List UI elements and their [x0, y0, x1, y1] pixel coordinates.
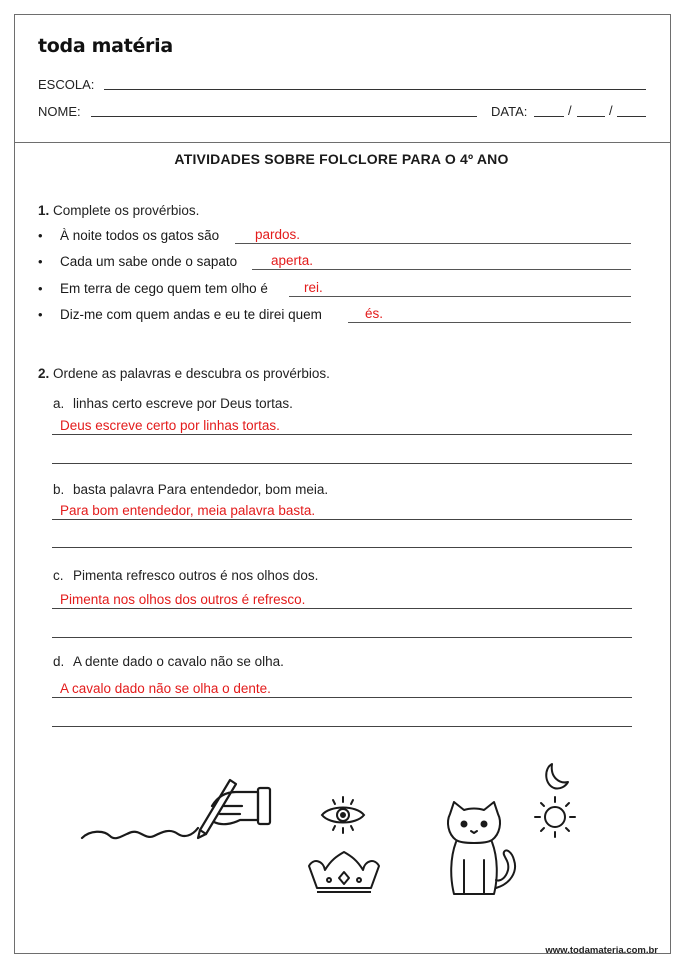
page-title: ATIVIDADES SOBRE FOLCLORE PARA O 4º ANO	[174, 151, 509, 167]
answer-text: és.	[365, 306, 384, 321]
answer-line[interactable]	[348, 322, 631, 323]
question-number: 1.	[38, 203, 50, 218]
school-input-line[interactable]	[104, 89, 646, 90]
proverb-prompt: Diz-me com quem andas e eu te direi quem	[60, 307, 322, 322]
proverb-prompt: Em terra de cego quem tem olho é	[60, 281, 268, 296]
crown-icon	[305, 848, 383, 898]
moon-icon	[538, 762, 570, 792]
brand-logo: toda matéria	[38, 35, 173, 57]
answer-line[interactable]	[52, 637, 632, 638]
eye-icon	[320, 795, 366, 835]
scrambled-words: basta palavra Para entendedor, bom meia.	[73, 482, 329, 497]
answer-line[interactable]	[52, 463, 632, 464]
item-letter: d.	[53, 654, 65, 669]
item-letter: a.	[53, 396, 65, 411]
answer-text: pardos.	[255, 227, 301, 242]
item-letter: b.	[53, 482, 65, 497]
answer-text: Pimenta nos olhos dos outros é refresco.	[60, 592, 306, 607]
footer-url: www.todamateria.com.br	[545, 945, 658, 956]
answer-line[interactable]	[52, 726, 632, 727]
hand-writing-icon	[80, 770, 280, 850]
proverb-prompt: À noite todos os gatos são	[60, 228, 220, 243]
bullet-icon: •	[38, 281, 43, 296]
answer-line[interactable]	[289, 296, 631, 297]
proverb-prompt: Cada um sabe onde o sapato	[60, 254, 238, 269]
answer-text: rei.	[304, 280, 323, 295]
sun-icon	[534, 796, 576, 838]
question-2-title	[38, 366, 330, 381]
date-separator: /	[568, 103, 572, 118]
answer-line[interactable]	[52, 519, 632, 520]
answer-line[interactable]	[52, 434, 632, 435]
question-1-title	[38, 203, 199, 218]
date-month-line[interactable]	[577, 116, 605, 117]
scrambled-words: linhas certo escreve por Deus tortas.	[73, 396, 293, 411]
answer-line[interactable]	[52, 608, 632, 609]
date-separator: /	[609, 103, 613, 118]
answer-text: A cavalo dado não se olha o dente.	[60, 681, 271, 696]
bullet-icon: •	[38, 307, 43, 322]
cat-icon	[440, 800, 522, 900]
date-year-line[interactable]	[617, 116, 646, 117]
item-letter: c.	[53, 568, 64, 583]
name-input-line[interactable]	[91, 116, 477, 117]
worksheet-header	[15, 15, 670, 143]
scrambled-words: A dente dado o cavalo não se olha.	[73, 654, 284, 669]
question-text: Complete os provérbios.	[53, 203, 200, 218]
bullet-icon: •	[38, 254, 43, 269]
bullet-icon: •	[38, 228, 43, 243]
answer-line[interactable]	[235, 243, 631, 244]
date-day-line[interactable]	[534, 116, 564, 117]
answer-line[interactable]	[52, 547, 632, 548]
answer-text: aperta.	[271, 253, 314, 268]
name-label: NOME:	[38, 104, 81, 119]
question-text: Ordene as palavras e descubra os provérbios.	[53, 366, 330, 381]
answer-line[interactable]	[252, 269, 631, 270]
answer-text: Para bom entendedor, meia palavra basta.	[60, 503, 316, 518]
scrambled-words: Pimenta refresco outros é nos olhos dos.	[73, 568, 319, 583]
date-label: DATA:	[491, 104, 528, 119]
question-number: 2.	[38, 366, 50, 381]
answer-text: Deus escreve certo por linhas tortas.	[60, 418, 280, 433]
school-label: ESCOLA:	[38, 77, 95, 92]
answer-line[interactable]	[52, 697, 632, 698]
